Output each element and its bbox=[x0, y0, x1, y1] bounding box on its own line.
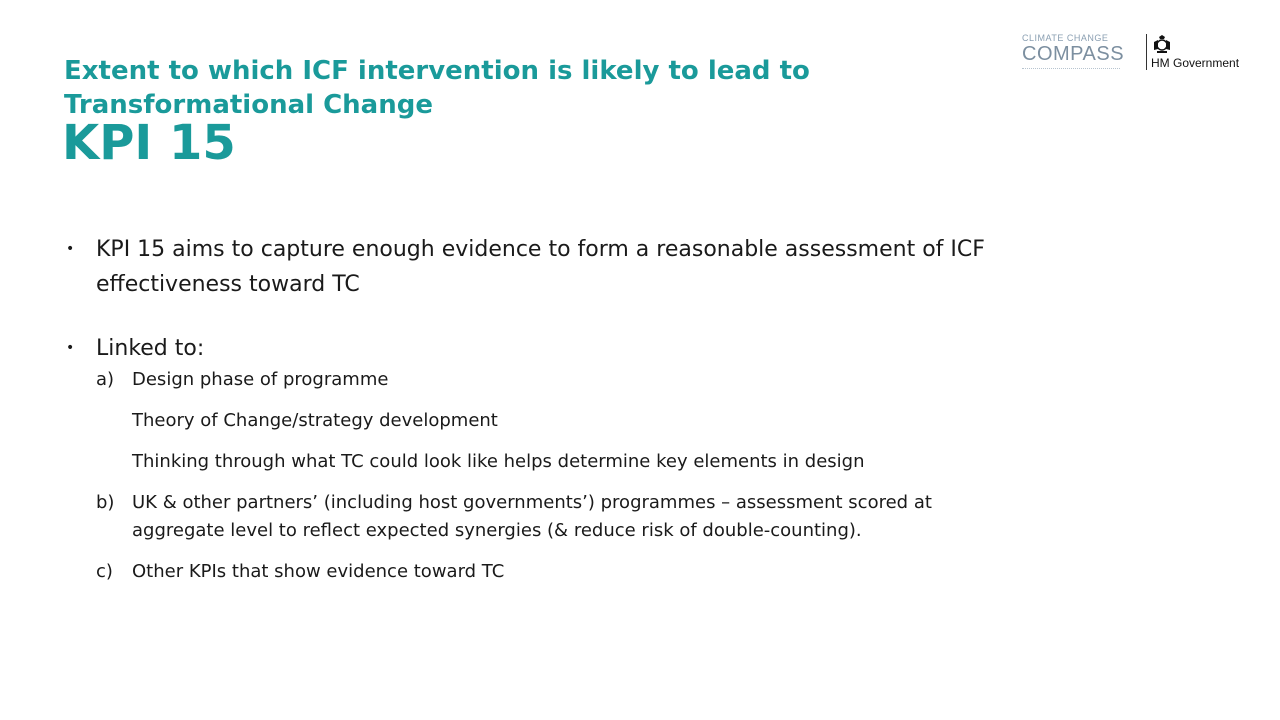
compass-logo-main-text: COMPASS bbox=[1022, 43, 1125, 65]
bullet-text-line-2: effectiveness toward TC bbox=[96, 272, 360, 297]
sub-item-text bbox=[132, 489, 1032, 545]
sub-item-line-1: UK & other partners’ (including host governments’) programmes – assessment scored at bbox=[132, 492, 932, 513]
sub-item-text: Thinking through what TC could look like helps determine key elements in design bbox=[132, 451, 865, 472]
bullet-dot-icon: • bbox=[66, 340, 75, 356]
logo-divider bbox=[1146, 34, 1147, 70]
bullet-text-line-1: KPI 15 aims to capture enough evidence to form a reasonable assessment of ICF bbox=[96, 237, 985, 262]
sub-item-text: Other KPIs that show evidence toward TC bbox=[132, 561, 505, 582]
climate-change-compass-logo bbox=[1022, 33, 1124, 73]
sub-item-marker: a) bbox=[96, 369, 115, 390]
royal-crest-icon bbox=[1151, 34, 1173, 54]
bullet-kpi-aim bbox=[66, 232, 1076, 302]
compass-logo-top-text: CLIMATE CHANGE bbox=[1022, 33, 1109, 43]
bullet-linked-to bbox=[66, 331, 1076, 366]
hm-government-logo bbox=[1146, 34, 1256, 72]
compass-tagline-rule bbox=[1022, 68, 1120, 71]
slide-subtitle bbox=[64, 54, 824, 122]
sub-item-line-2: aggregate level to reflect expected synergies (& reduce risk of double-counting). bbox=[132, 520, 862, 541]
subtitle-line-1: Extent to which ICF intervention is likely to lead to bbox=[64, 56, 810, 86]
sub-item-text: Design phase of programme bbox=[132, 369, 389, 390]
slide-title: KPI 15 bbox=[62, 115, 236, 171]
bullet-text: Linked to: bbox=[96, 336, 205, 361]
sub-item-marker: c) bbox=[96, 561, 113, 582]
bullet-dot-icon: • bbox=[66, 241, 75, 257]
hm-government-text: HM Government bbox=[1151, 56, 1240, 70]
sub-item-text: Theory of Change/strategy development bbox=[132, 410, 498, 431]
subtitle-line-2: Transformational Change bbox=[64, 90, 433, 120]
sub-item-marker: b) bbox=[96, 492, 115, 513]
